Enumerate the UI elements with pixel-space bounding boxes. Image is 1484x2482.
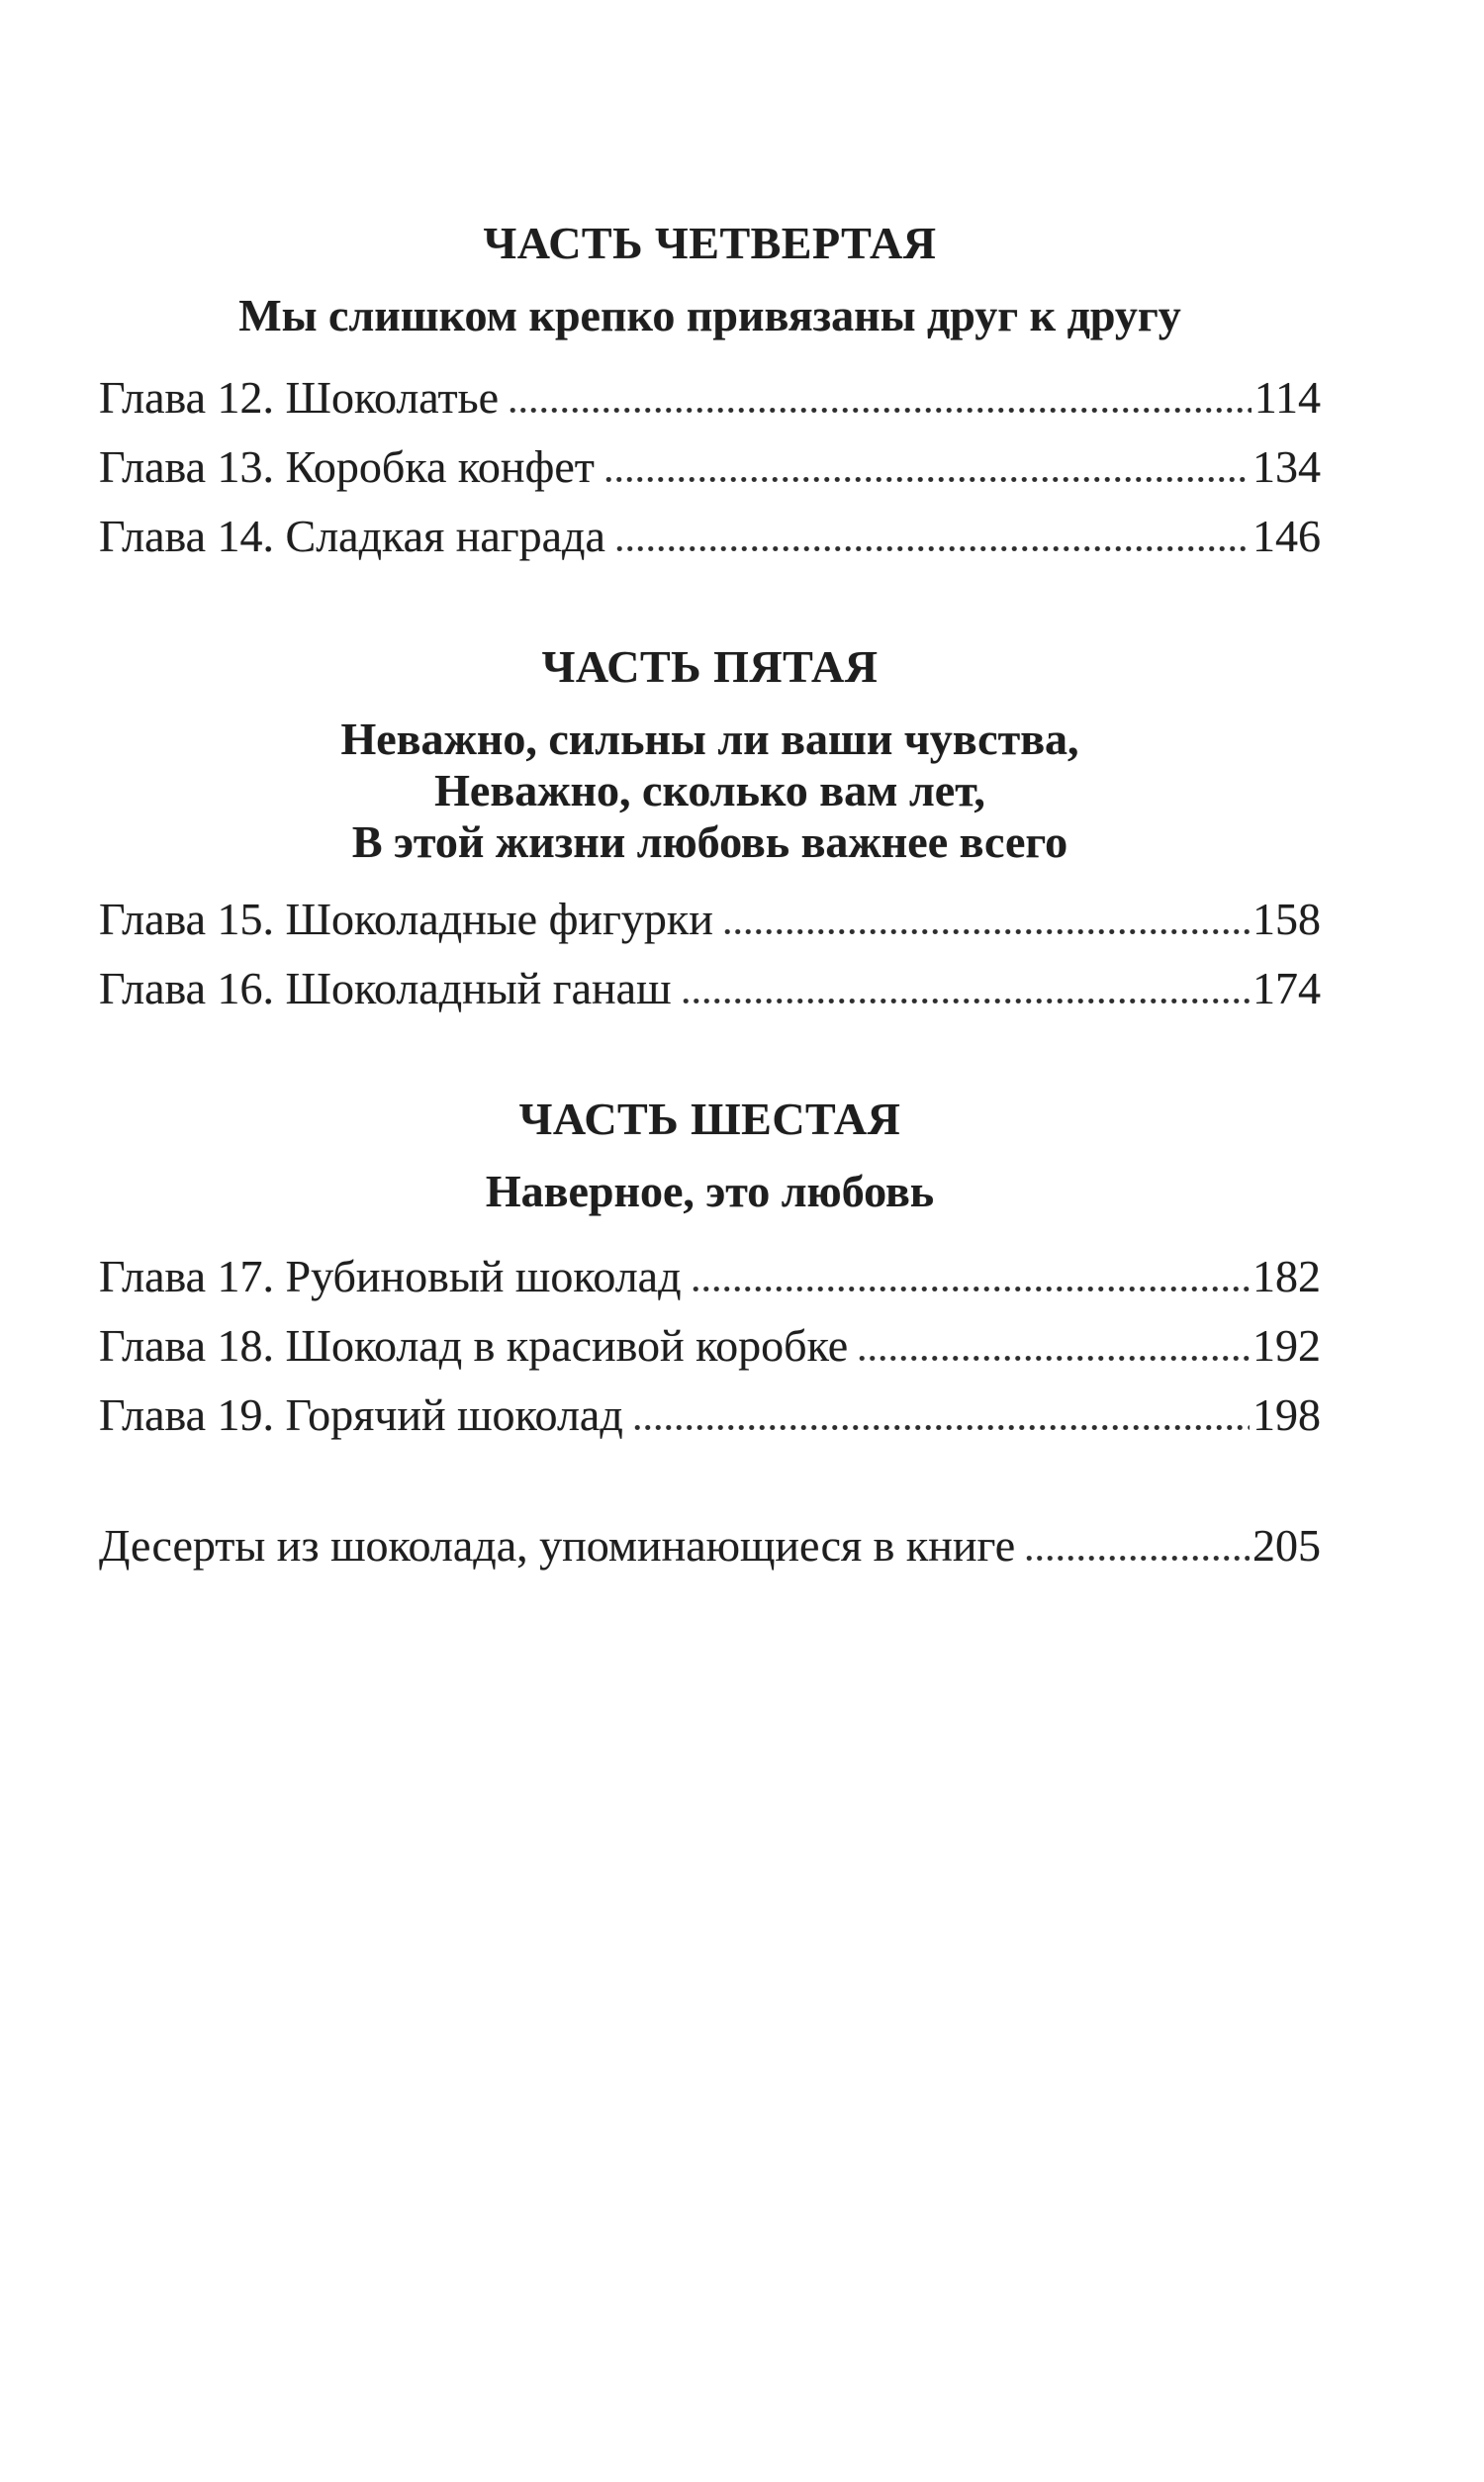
- part-subtitle: [99, 1166, 1321, 1217]
- dot-leader: [508, 408, 1252, 413]
- entry-page-number: 198: [1252, 1389, 1321, 1440]
- toc-entry: [99, 441, 1321, 492]
- part-subtitle: [99, 714, 1321, 868]
- entry-page-number: 134: [1252, 441, 1321, 492]
- subtitle-line: Мы слишком крепко привязаны друг к другу: [238, 290, 1181, 340]
- part-heading: ЧАСТЬ ПЯТАЯ: [541, 641, 879, 692]
- toc-entry: [99, 1251, 1321, 1301]
- part-section-four: [99, 218, 1321, 561]
- dot-leader: [722, 929, 1250, 934]
- entry-title: Глава 16. Шоколадный ганаш: [99, 963, 672, 1013]
- dot-leader: [1024, 1556, 1250, 1561]
- toc-entry: [99, 1320, 1321, 1371]
- toc-entry: [99, 1389, 1321, 1440]
- dot-leader: [857, 1356, 1250, 1361]
- entry-title: Глава 19. Горячий шоколад: [99, 1389, 623, 1440]
- dot-leader: [691, 1287, 1251, 1291]
- subtitle-line: В этой жизни любовь важнее всего: [351, 816, 1068, 867]
- entry-page-number: 174: [1252, 963, 1321, 1013]
- entry-title: Глава 18. Шоколад в красивой коробке: [99, 1320, 849, 1371]
- table-of-contents: [99, 0, 1321, 1592]
- toc-entry: [99, 894, 1321, 944]
- subtitle-line: Неважно, сильны ли ваши чувства,: [340, 714, 1079, 764]
- entry-title: Глава 13. Коробка конфет: [99, 441, 595, 492]
- entry-title: Глава 15. Шоколадные фигурки: [99, 894, 713, 944]
- toc-entry: [99, 963, 1321, 1013]
- entry-title: Глава 12. Шоколатье: [99, 372, 500, 423]
- entry-page-number: 158: [1252, 894, 1321, 944]
- entry-title: Десерты из шоколада, упоминающиеся в книге: [99, 1520, 1016, 1571]
- entry-page-number: 146: [1252, 511, 1321, 561]
- subtitle-line: Неважно, сколько вам лет,: [434, 765, 985, 815]
- dot-leader: [681, 999, 1250, 1003]
- part-heading: ЧАСТЬ ШЕСТАЯ: [518, 1094, 901, 1144]
- subtitle-line: Наверное, это любовь: [485, 1166, 935, 1216]
- footer-entry: [99, 1520, 1321, 1571]
- entry-page-number: 182: [1252, 1251, 1321, 1301]
- part-heading: ЧАСТЬ ЧЕТВЕРТАЯ: [483, 218, 937, 268]
- entry-page-number: 114: [1253, 372, 1321, 423]
- dot-leader: [603, 477, 1250, 482]
- entry-page-number: 192: [1252, 1320, 1321, 1371]
- dot-leader: [614, 546, 1250, 551]
- entry-page-number: 205: [1252, 1520, 1321, 1571]
- entry-title: Глава 14. Сладкая награда: [99, 511, 605, 561]
- dot-leader: [632, 1425, 1250, 1430]
- toc-entry: [99, 372, 1321, 423]
- part-section-five: [99, 641, 1321, 1013]
- part-section-six: [99, 1094, 1321, 1440]
- entry-title: Глава 17. Рубиновый шоколад: [99, 1251, 682, 1301]
- part-subtitle: [99, 290, 1321, 341]
- toc-entry: [99, 511, 1321, 561]
